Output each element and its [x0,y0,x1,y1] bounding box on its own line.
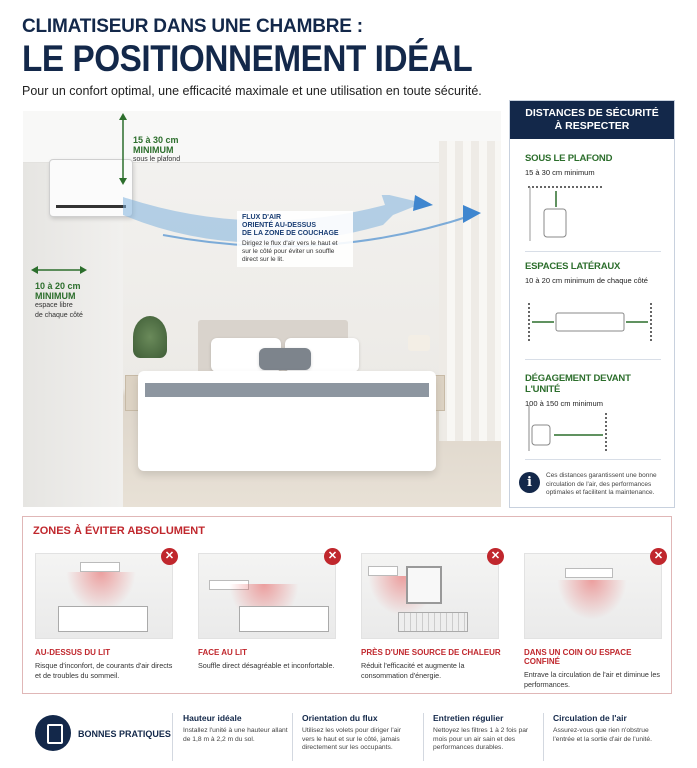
practices-label: BONNES PRATIQUES [78,729,171,739]
ceiling-distance-arrow-icon [117,113,129,185]
front-clearance-icon [526,403,654,453]
forbidden-icon: ✕ [487,548,504,565]
front-clearance-item: DÉGAGEMENT DEVANT L'UNITÉ 100 à 150 cm minimum [525,373,631,408]
clipboard-icon [35,715,71,751]
airflow-callout: FLUX D'AIR ORIENTÉ AU-DESSUS DE LA ZONE DE COUCHAGE Dirigez le flux d'air vers le haut et sur le côté pour éviter un souffle direct sur le lit. [237,211,353,267]
side-spaces-item: ESPACES LATÉRAUX 10 à 20 cm minimum de chaque côté [525,261,648,285]
zone-card-above-bed: ✕ AU-DESSUS DU LIT Risque d'inconfort, de courants d'air directs et de troubles du sommeil. [35,553,175,681]
plant [133,316,167,358]
zones-title: ZONES À ÉVITER ABSOLUMENT [33,525,205,537]
practice-maintenance: Entretien régulier Nettoyez les filtres 1 à 2 fois par mois pour un air sain et des performances durables. [433,713,529,751]
ceiling-note: 15 à 30 cm MINIMUM sous le plafond [133,135,181,163]
forbidden-icon: ✕ [650,548,667,565]
practice-height: Hauteur idéale Installez l'unité à une hauteur allant de 1,8 m à 2,2 m du sol. [183,713,288,743]
forbidden-icon: ✕ [324,548,341,565]
ceiling-clearance-icon [526,183,606,241]
zone-card-confined-corner: ✕ DANS UN COIN OU ESPACE CONFINÉ Entrave la circulation de l'air et diminue les performances. [524,553,664,690]
zone-card-facing-bed: ✕ FACE AU LIT Souffle direct désagréable et inconfortable. [198,553,338,671]
title-line-2: LE POSITIONNEMENT IDÉAL [22,38,473,79]
practice-circulation: Circulation de l'air Assurez-vous que rien n'obstrue l'entrée et la sortie d'air de l'unité. [553,713,652,743]
safety-distances-panel [509,100,675,508]
side-clearance-icon [526,301,654,345]
panel-title: DISTANCES DE SÉCURITÉ À RESPECTER [510,101,674,139]
forbidden-icon: ✕ [161,548,178,565]
subtitle: Pour un confort optimal, une efficacité maximale et une utilisation en toute sécurité. [22,84,482,98]
ceiling-distance-item: SOUS LE PLAFOND 15 à 30 cm minimum [525,153,613,177]
curtain [439,141,501,441]
title-line-1: CLIMATISEUR DANS UNE CHAMBRE : [22,16,363,37]
practice-flow: Orientation du flux Utilisez les volets pour diriger l'air vers le haut et sur le côté, jamais directement sur les occupants. [302,713,402,751]
side-note: 10 à 20 cm MINIMUM espace libre de chaque côté [35,281,83,319]
bedroom-illustration [23,111,501,507]
side-distance-arrow-icon [31,264,87,276]
zone-card-heat-source: ✕ PRÈS D'UNE SOURCE DE CHALEUR Réduit l'efficacité et augmente la consommation d'énergie. [361,553,501,681]
lamp [408,335,430,351]
info-note: Ces distances garantissent une bonne circulation de l'air, des performances optimales et facilitent la maintenance. [546,472,657,496]
info-icon: i [519,472,540,493]
zones-to-avoid [22,516,672,694]
